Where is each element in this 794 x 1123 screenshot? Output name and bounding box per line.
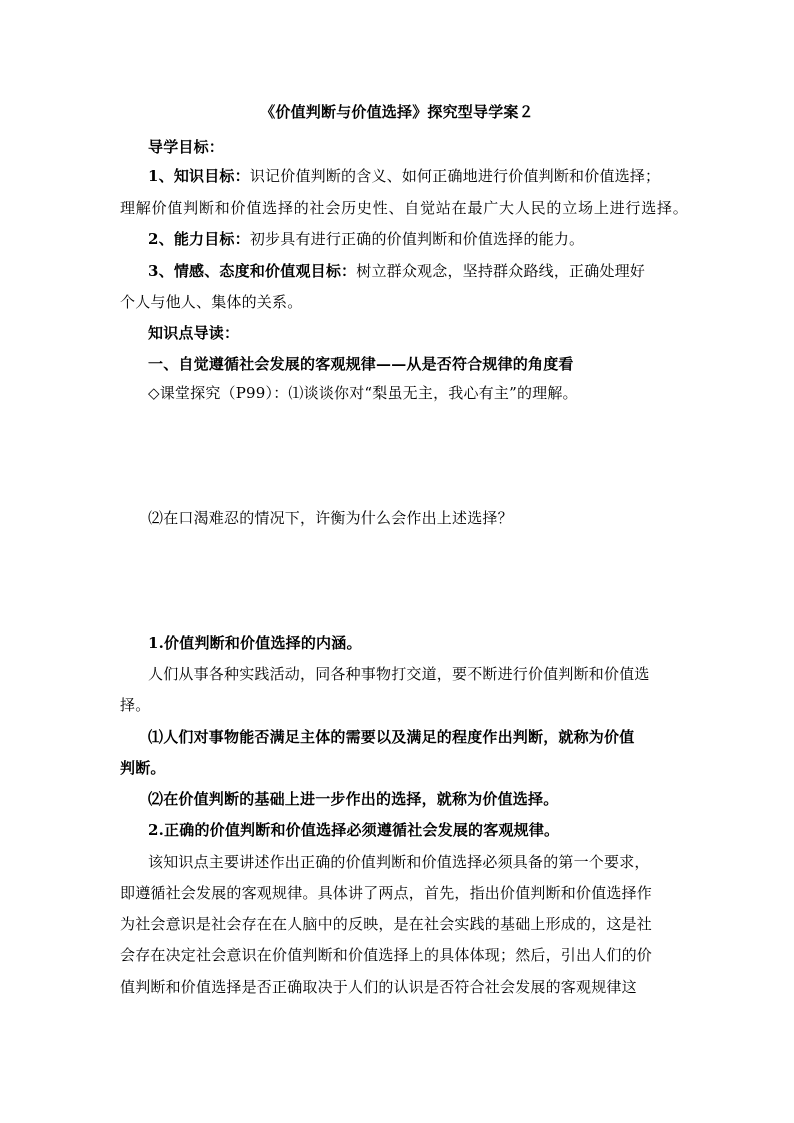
point-2-line-3: 为社会意识是社会存在在人脑中的反映，是在社会实践的基础上形成的，这是社 xyxy=(120,915,653,933)
knowledge-objective-cont: 理解价值判断和价值选择的社会历史性、自觉站在最广大人民的立场上进行选择。 xyxy=(120,199,688,217)
emotion-objective-cont: 个人与他人、集体的关系。 xyxy=(120,293,303,311)
ability-objective-label: 2、能力目标： xyxy=(148,230,250,248)
value-judgment-definition: ⑴人们对事物能否满足主体的需要以及满足的程度作出判断，就称为价值 xyxy=(148,728,635,746)
knowledge-objective xyxy=(148,166,708,186)
value-choice-definition: ⑵在价值判断的基础上进一步作出的选择，就称为价值选择。 xyxy=(148,790,559,808)
page-title: 《价值判断与价值选择》探究型导学案２ xyxy=(260,103,534,121)
value-judgment-definition-end: 判断。 xyxy=(120,759,166,777)
ability-objective-text: 初步具有进行正确的价值判断和价值选择的能力。 xyxy=(249,230,585,248)
emotion-objective-text: 树立群众观念，坚持群众路线，正确处理好 xyxy=(356,262,646,280)
point-2-line-4: 会存在决定社会意识在价值判断和价值选择上的具体体现；然后，引出人们的价 xyxy=(120,946,653,964)
guide-heading: 知识点导读： xyxy=(148,324,240,342)
knowledge-objective-label: 1、知识目标： xyxy=(148,167,250,185)
inquiry-question-2: ⑵在口渴难忍的情况下，许衡为什么会作出上述选择？ xyxy=(148,509,513,527)
point-1-heading: 1.价值判断和价值选择的内涵。 xyxy=(148,634,362,652)
inquiry-question-1: ◇课堂探究（P99）：⑴谈谈你对“梨虽无主，我心有主”的理解。 xyxy=(148,384,578,402)
emotion-objective-label: 3、情感、态度和价值观目标： xyxy=(148,262,357,280)
point-1-para-end: 择。 xyxy=(120,696,151,714)
objectives-heading: 导学目标： xyxy=(148,138,225,156)
section-1-heading: 一、自觉遵循社会发展的客观规律——从是否符合规律的角度看 xyxy=(148,355,574,373)
point-2-line-2: 即遵循社会发展的客观规律。具体讲了两点，首先，指出价值判断和价值选择作 xyxy=(120,884,653,902)
ability-objective xyxy=(148,229,708,249)
emotion-objective xyxy=(148,261,708,281)
point-2-heading: 2.正确的价值判断和价值选择必须遵循社会发展的客观规律。 xyxy=(148,821,560,839)
point-2-line-1: 该知识点主要讲述作出正确的价值判断和价值选择必须具备的第一个要求， xyxy=(148,853,650,871)
point-2-line-5: 值判断和价值选择是否正确取决于人们的认识是否符合社会发展的客观规律这 xyxy=(120,978,637,996)
knowledge-objective-text: 识记价值判断的含义、如何正确地进行价值判断和价值选择； xyxy=(249,167,661,185)
point-1-para: 人们从事各种实践活动，同各种事物打交道，要不断进行价值判断和价值选 xyxy=(148,665,650,683)
